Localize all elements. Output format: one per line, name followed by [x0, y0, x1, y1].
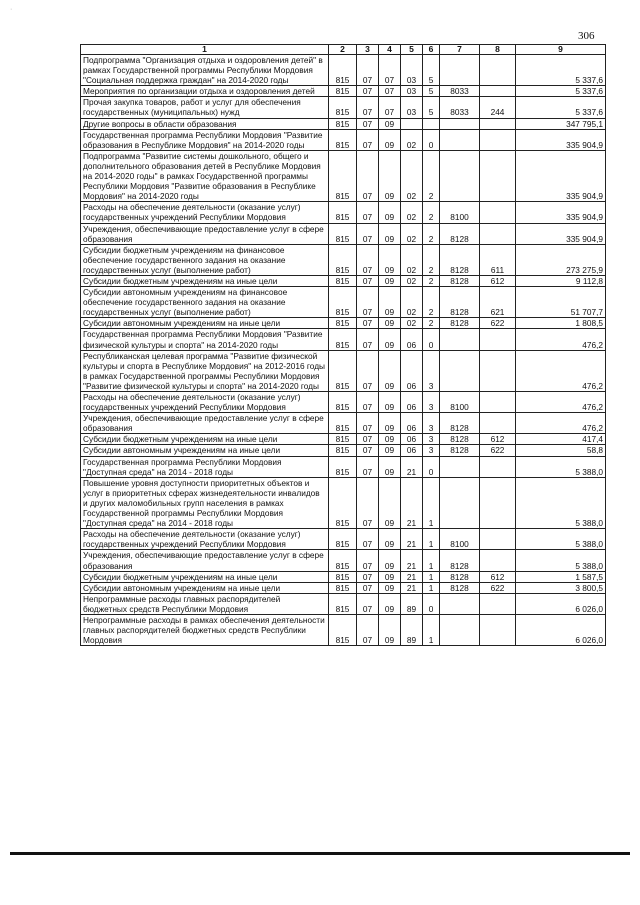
section-cell: 07 — [357, 129, 379, 150]
header-cell: 4 — [379, 45, 401, 55]
admin-code-cell: 815 — [329, 477, 357, 528]
amount-cell: 476,2 — [516, 413, 606, 434]
amount-cell: 347 795,1 — [516, 118, 606, 129]
item-name-cell: Субсидии автономным учреждениям на финансовое обеспечение государственного задания на оказание государственных услуг (выполнение работ) — [81, 287, 329, 318]
scan-mark: · — [10, 6, 13, 13]
amount-cell: 5 388,0 — [516, 456, 606, 477]
table-row — [81, 86, 606, 97]
subprogram-cell: 0 — [423, 593, 440, 614]
expense-type-cell — [480, 550, 516, 571]
section-cell: 07 — [357, 614, 379, 645]
table-row — [81, 582, 606, 593]
admin-code-cell: 815 — [329, 434, 357, 445]
subprogram-cell: 3 — [423, 392, 440, 413]
admin-code-cell: 815 — [329, 287, 357, 318]
header-cell: 2 — [329, 45, 357, 55]
expense-type-cell: 611 — [480, 244, 516, 275]
item-name-cell: Повышение уровня доступности приоритетных объектов и услуг в приоритетных сферах жизнедеятельности инвалидов и других маломобильных групп населения в рамках Государственной программы Республики Мордовия "Доступная среда" на 2014 - 2018 годы — [81, 477, 329, 528]
direction-cell: 8128 — [440, 287, 480, 318]
expense-type-cell: 622 — [480, 582, 516, 593]
item-name-cell: Другие вопросы в области образования — [81, 118, 329, 129]
admin-code-cell: 815 — [329, 202, 357, 223]
expense-type-cell: 612 — [480, 571, 516, 582]
subsection-cell: 09 — [379, 275, 401, 286]
expense-type-cell — [480, 350, 516, 391]
table-row — [81, 614, 606, 645]
expense-type-cell — [480, 129, 516, 150]
header-cell: 1 — [81, 45, 329, 55]
program-cell: 21 — [401, 571, 423, 582]
subsection-cell: 09 — [379, 223, 401, 244]
program-cell: 02 — [401, 275, 423, 286]
admin-code-cell: 815 — [329, 318, 357, 329]
bottom-rule — [10, 852, 630, 855]
subprogram-cell — [423, 118, 440, 129]
header-cell: 3 — [357, 45, 379, 55]
section-cell: 07 — [357, 287, 379, 318]
admin-code-cell: 815 — [329, 413, 357, 434]
section-cell: 07 — [357, 477, 379, 528]
item-name-cell: Мероприятия по организации отдыха и оздоровления детей — [81, 86, 329, 97]
direction-cell: 8100 — [440, 202, 480, 223]
item-name-cell: Учреждения, обеспечивающие предоставление услуг в сфере образования — [81, 223, 329, 244]
section-cell: 07 — [357, 392, 379, 413]
program-cell: 21 — [401, 529, 423, 550]
program-cell: 02 — [401, 202, 423, 223]
amount-cell: 58,8 — [516, 445, 606, 456]
direction-cell: 8100 — [440, 392, 480, 413]
subprogram-cell: 1 — [423, 571, 440, 582]
table-row — [81, 97, 606, 118]
amount-cell: 6 026,0 — [516, 614, 606, 645]
section-cell: 07 — [357, 350, 379, 391]
direction-cell: 8033 — [440, 86, 480, 97]
item-name-cell: Государственная программа Республики Мордовия "Развитие физической культуры и спорта" на 2014-2020 годы — [81, 329, 329, 350]
item-name-cell: Учреждения, обеспечивающие предоставление услуг в сфере образования — [81, 550, 329, 571]
section-cell: 07 — [357, 413, 379, 434]
section-cell: 07 — [357, 571, 379, 582]
table-row — [81, 350, 606, 391]
expense-type-cell — [480, 456, 516, 477]
direction-cell: 8128 — [440, 275, 480, 286]
subprogram-cell: 2 — [423, 223, 440, 244]
expense-type-cell — [480, 593, 516, 614]
subprogram-cell: 2 — [423, 150, 440, 201]
item-name-cell: Подпрограмма "Организация отдыха и оздоровления детей" в рамках Государственной программы Республики Мордовия "Социальная поддержка граждан" на 2014-2020 годы — [81, 55, 329, 86]
program-cell: 89 — [401, 614, 423, 645]
subsection-cell: 09 — [379, 550, 401, 571]
program-cell: 02 — [401, 287, 423, 318]
item-name-cell: Расходы на обеспечение деятельности (оказание услуг) государственных учреждений Республики Мордовия — [81, 529, 329, 550]
section-cell: 07 — [357, 434, 379, 445]
amount-cell: 6 026,0 — [516, 593, 606, 614]
admin-code-cell: 815 — [329, 593, 357, 614]
table-row — [81, 129, 606, 150]
amount-cell: 3 800,5 — [516, 582, 606, 593]
item-name-cell: Субсидии бюджетным учреждениям на финансовое обеспечение государственного задания на оказание государственных услуг (выполнение работ) — [81, 244, 329, 275]
direction-cell: 8128 — [440, 223, 480, 244]
table-row — [81, 329, 606, 350]
subsection-cell: 09 — [379, 434, 401, 445]
subprogram-cell: 5 — [423, 55, 440, 86]
program-cell: 06 — [401, 434, 423, 445]
subsection-cell: 09 — [379, 445, 401, 456]
header-cell: 6 — [423, 45, 440, 55]
subsection-cell: 09 — [379, 477, 401, 528]
subprogram-cell: 3 — [423, 434, 440, 445]
amount-cell: 1 808,5 — [516, 318, 606, 329]
subprogram-cell: 5 — [423, 97, 440, 118]
program-cell: 06 — [401, 392, 423, 413]
expense-type-cell — [480, 86, 516, 97]
table-row — [81, 244, 606, 275]
item-name-cell: Расходы на обеспечение деятельности (оказание услуг) государственных учреждений Республики Мордовия — [81, 202, 329, 223]
subprogram-cell: 1 — [423, 477, 440, 528]
table-row — [81, 392, 606, 413]
amount-cell: 51 707,7 — [516, 287, 606, 318]
direction-cell: 8128 — [440, 244, 480, 275]
section-cell: 07 — [357, 118, 379, 129]
subsection-cell: 09 — [379, 593, 401, 614]
program-cell: 21 — [401, 456, 423, 477]
program-cell: 21 — [401, 550, 423, 571]
item-name-cell: Непрограммные расходы в рамках обеспечения деятельности главных распорядителей бюджетных средств Республики Мордовия — [81, 614, 329, 645]
subsection-cell: 09 — [379, 571, 401, 582]
program-cell: 02 — [401, 150, 423, 201]
subsection-cell: 09 — [379, 456, 401, 477]
subsection-cell: 09 — [379, 529, 401, 550]
admin-code-cell: 815 — [329, 86, 357, 97]
table-row — [81, 287, 606, 318]
amount-cell: 5 388,0 — [516, 529, 606, 550]
amount-cell: 476,2 — [516, 392, 606, 413]
table-header-row — [81, 45, 606, 55]
program-cell: 02 — [401, 244, 423, 275]
direction-cell — [440, 129, 480, 150]
subsection-cell: 09 — [379, 582, 401, 593]
direction-cell: 8128 — [440, 582, 480, 593]
subprogram-cell: 0 — [423, 456, 440, 477]
admin-code-cell: 815 — [329, 350, 357, 391]
budget-table — [80, 44, 606, 646]
admin-code-cell: 815 — [329, 275, 357, 286]
direction-cell: 8128 — [440, 318, 480, 329]
subprogram-cell: 1 — [423, 582, 440, 593]
expense-type-cell — [480, 55, 516, 86]
item-name-cell: Государственная программа Республики Мордовия "Доступная среда" на 2014 - 2018 годы — [81, 456, 329, 477]
admin-code-cell: 815 — [329, 392, 357, 413]
header-cell: 7 — [440, 45, 480, 55]
admin-code-cell: 815 — [329, 529, 357, 550]
table-row — [81, 445, 606, 456]
section-cell: 07 — [357, 223, 379, 244]
subsection-cell: 09 — [379, 202, 401, 223]
section-cell: 07 — [357, 202, 379, 223]
table-row — [81, 434, 606, 445]
program-cell: 06 — [401, 445, 423, 456]
section-cell: 07 — [357, 244, 379, 275]
amount-cell: 335 904,9 — [516, 129, 606, 150]
expense-type-cell — [480, 413, 516, 434]
program-cell: 03 — [401, 55, 423, 86]
table-row — [81, 550, 606, 571]
section-cell: 07 — [357, 86, 379, 97]
subsection-cell: 07 — [379, 97, 401, 118]
subsection-cell: 09 — [379, 318, 401, 329]
subprogram-cell: 2 — [423, 275, 440, 286]
subsection-cell: 09 — [379, 350, 401, 391]
subsection-cell: 09 — [379, 118, 401, 129]
subsection-cell: 07 — [379, 55, 401, 86]
subsection-cell: 09 — [379, 129, 401, 150]
direction-cell: 8128 — [440, 445, 480, 456]
admin-code-cell: 815 — [329, 118, 357, 129]
subprogram-cell: 1 — [423, 529, 440, 550]
direction-cell — [440, 614, 480, 645]
program-cell: 03 — [401, 86, 423, 97]
expense-type-cell — [480, 477, 516, 528]
subsection-cell: 09 — [379, 287, 401, 318]
table-row — [81, 571, 606, 582]
subprogram-cell: 5 — [423, 86, 440, 97]
amount-cell: 335 904,9 — [516, 223, 606, 244]
subprogram-cell: 1 — [423, 550, 440, 571]
table-row — [81, 593, 606, 614]
item-name-cell: Государственная программа Республики Мордовия "Развитие образования в Республике Мордовия" на 2014-2020 годы — [81, 129, 329, 150]
table-row — [81, 318, 606, 329]
table-row — [81, 413, 606, 434]
section-cell: 07 — [357, 445, 379, 456]
amount-cell: 1 587,5 — [516, 571, 606, 582]
section-cell: 07 — [357, 318, 379, 329]
subsection-cell: 09 — [379, 392, 401, 413]
direction-cell — [440, 55, 480, 86]
table-row — [81, 456, 606, 477]
expense-type-cell — [480, 329, 516, 350]
program-cell: 06 — [401, 350, 423, 391]
direction-cell — [440, 456, 480, 477]
expense-type-cell — [480, 392, 516, 413]
expense-type-cell — [480, 223, 516, 244]
item-name-cell: Прочая закупка товаров, работ и услуг для обеспечения государственных (муниципальных) нужд — [81, 97, 329, 118]
table-row — [81, 477, 606, 528]
admin-code-cell: 815 — [329, 550, 357, 571]
section-cell: 07 — [357, 593, 379, 614]
item-name-cell: Республиканская целевая программа "Развитие физической культуры и спорта в Республике Мордовия" на 2012-2016 годы в рамках Государственной программы Республики Мордовия "Развитие физической культуры и спорта" на 2014-2020 годы — [81, 350, 329, 391]
amount-cell: 5 337,6 — [516, 55, 606, 86]
section-cell: 07 — [357, 55, 379, 86]
page-number: 306 — [578, 30, 595, 42]
admin-code-cell: 815 — [329, 150, 357, 201]
table-row — [81, 150, 606, 201]
amount-cell: 476,2 — [516, 350, 606, 391]
admin-code-cell: 815 — [329, 223, 357, 244]
direction-cell — [440, 477, 480, 528]
header-cell: 9 — [516, 45, 606, 55]
direction-cell: 8100 — [440, 529, 480, 550]
item-name-cell: Субсидии автономным учреждениям на иные цели — [81, 445, 329, 456]
item-name-cell: Субсидии автономным учреждениям на иные цели — [81, 582, 329, 593]
table-row — [81, 118, 606, 129]
expense-type-cell: 244 — [480, 97, 516, 118]
section-cell: 07 — [357, 582, 379, 593]
expense-type-cell: 622 — [480, 445, 516, 456]
expense-type-cell — [480, 118, 516, 129]
item-name-cell: Субсидии бюджетным учреждениям на иные цели — [81, 434, 329, 445]
expense-type-cell: 612 — [480, 275, 516, 286]
section-cell: 07 — [357, 529, 379, 550]
table-row — [81, 275, 606, 286]
expense-type-cell — [480, 614, 516, 645]
section-cell: 07 — [357, 150, 379, 201]
subprogram-cell: 3 — [423, 445, 440, 456]
subsection-cell: 09 — [379, 413, 401, 434]
subprogram-cell: 1 — [423, 614, 440, 645]
admin-code-cell: 815 — [329, 97, 357, 118]
direction-cell — [440, 593, 480, 614]
subprogram-cell: 2 — [423, 244, 440, 275]
subprogram-cell: 2 — [423, 318, 440, 329]
subprogram-cell: 2 — [423, 202, 440, 223]
expense-type-cell: 612 — [480, 434, 516, 445]
admin-code-cell: 815 — [329, 329, 357, 350]
admin-code-cell: 815 — [329, 582, 357, 593]
program-cell: 02 — [401, 223, 423, 244]
amount-cell: 9 112,8 — [516, 275, 606, 286]
subprogram-cell: 0 — [423, 329, 440, 350]
expense-type-cell — [480, 529, 516, 550]
subprogram-cell: 2 — [423, 287, 440, 318]
table-row — [81, 529, 606, 550]
amount-cell: 417,4 — [516, 434, 606, 445]
amount-cell: 5 337,6 — [516, 97, 606, 118]
section-cell: 07 — [357, 456, 379, 477]
amount-cell: 5 337,6 — [516, 86, 606, 97]
admin-code-cell: 815 — [329, 456, 357, 477]
item-name-cell: Непрограммные расходы главных распорядителей бюджетных средств Республики Мордовия — [81, 593, 329, 614]
table-row — [81, 55, 606, 86]
subsection-cell: 09 — [379, 329, 401, 350]
expense-type-cell — [480, 202, 516, 223]
program-cell: 21 — [401, 477, 423, 528]
program-cell — [401, 118, 423, 129]
table-body — [81, 55, 606, 646]
item-name-cell: Субсидии автономным учреждениям на иные цели — [81, 318, 329, 329]
section-cell: 07 — [357, 550, 379, 571]
expense-type-cell: 621 — [480, 287, 516, 318]
subprogram-cell: 3 — [423, 413, 440, 434]
header-cell: 8 — [480, 45, 516, 55]
amount-cell: 335 904,9 — [516, 202, 606, 223]
direction-cell: 8033 — [440, 97, 480, 118]
section-cell: 07 — [357, 275, 379, 286]
admin-code-cell: 815 — [329, 244, 357, 275]
amount-cell: 5 388,0 — [516, 550, 606, 571]
expense-type-cell: 622 — [480, 318, 516, 329]
table-row — [81, 223, 606, 244]
direction-cell — [440, 329, 480, 350]
amount-cell: 273 275,9 — [516, 244, 606, 275]
program-cell: 03 — [401, 97, 423, 118]
subprogram-cell: 3 — [423, 350, 440, 391]
item-name-cell: Учреждения, обеспечивающие предоставление услуг в сфере образования — [81, 413, 329, 434]
subsection-cell: 09 — [379, 614, 401, 645]
expense-type-cell — [480, 150, 516, 201]
direction-cell: 8128 — [440, 550, 480, 571]
item-name-cell: Подпрограмма "Развитие системы дошкольного, общего и дополнительного образования детей в Республике Мордовия на 2014-2020 годы" в рамках Государственной программы Республики Мордовия "Развитие образования в Республике Мордовия" на 2014-2020 годы — [81, 150, 329, 201]
item-name-cell: Субсидии бюджетным учреждениям на иные цели — [81, 571, 329, 582]
direction-cell — [440, 150, 480, 201]
admin-code-cell: 815 — [329, 571, 357, 582]
item-name-cell: Субсидии бюджетным учреждениям на иные цели — [81, 275, 329, 286]
amount-cell: 476,2 — [516, 329, 606, 350]
direction-cell: 8128 — [440, 413, 480, 434]
program-cell: 06 — [401, 329, 423, 350]
table-row — [81, 202, 606, 223]
program-cell: 02 — [401, 318, 423, 329]
section-cell: 07 — [357, 329, 379, 350]
program-cell: 02 — [401, 129, 423, 150]
admin-code-cell: 815 — [329, 445, 357, 456]
program-cell: 89 — [401, 593, 423, 614]
subsection-cell: 09 — [379, 244, 401, 275]
admin-code-cell: 815 — [329, 55, 357, 86]
admin-code-cell: 815 — [329, 614, 357, 645]
item-name-cell: Расходы на обеспечение деятельности (оказание услуг) государственных учреждений Республики Мордовия — [81, 392, 329, 413]
program-cell: 21 — [401, 582, 423, 593]
subsection-cell: 09 — [379, 150, 401, 201]
amount-cell: 5 388,0 — [516, 477, 606, 528]
admin-code-cell: 815 — [329, 129, 357, 150]
program-cell: 06 — [401, 413, 423, 434]
direction-cell — [440, 118, 480, 129]
direction-cell: 8128 — [440, 434, 480, 445]
subsection-cell: 07 — [379, 86, 401, 97]
section-cell: 07 — [357, 97, 379, 118]
direction-cell: 8128 — [440, 571, 480, 582]
header-cell: 5 — [401, 45, 423, 55]
amount-cell: 335 904,9 — [516, 150, 606, 201]
subprogram-cell: 0 — [423, 129, 440, 150]
direction-cell — [440, 350, 480, 391]
